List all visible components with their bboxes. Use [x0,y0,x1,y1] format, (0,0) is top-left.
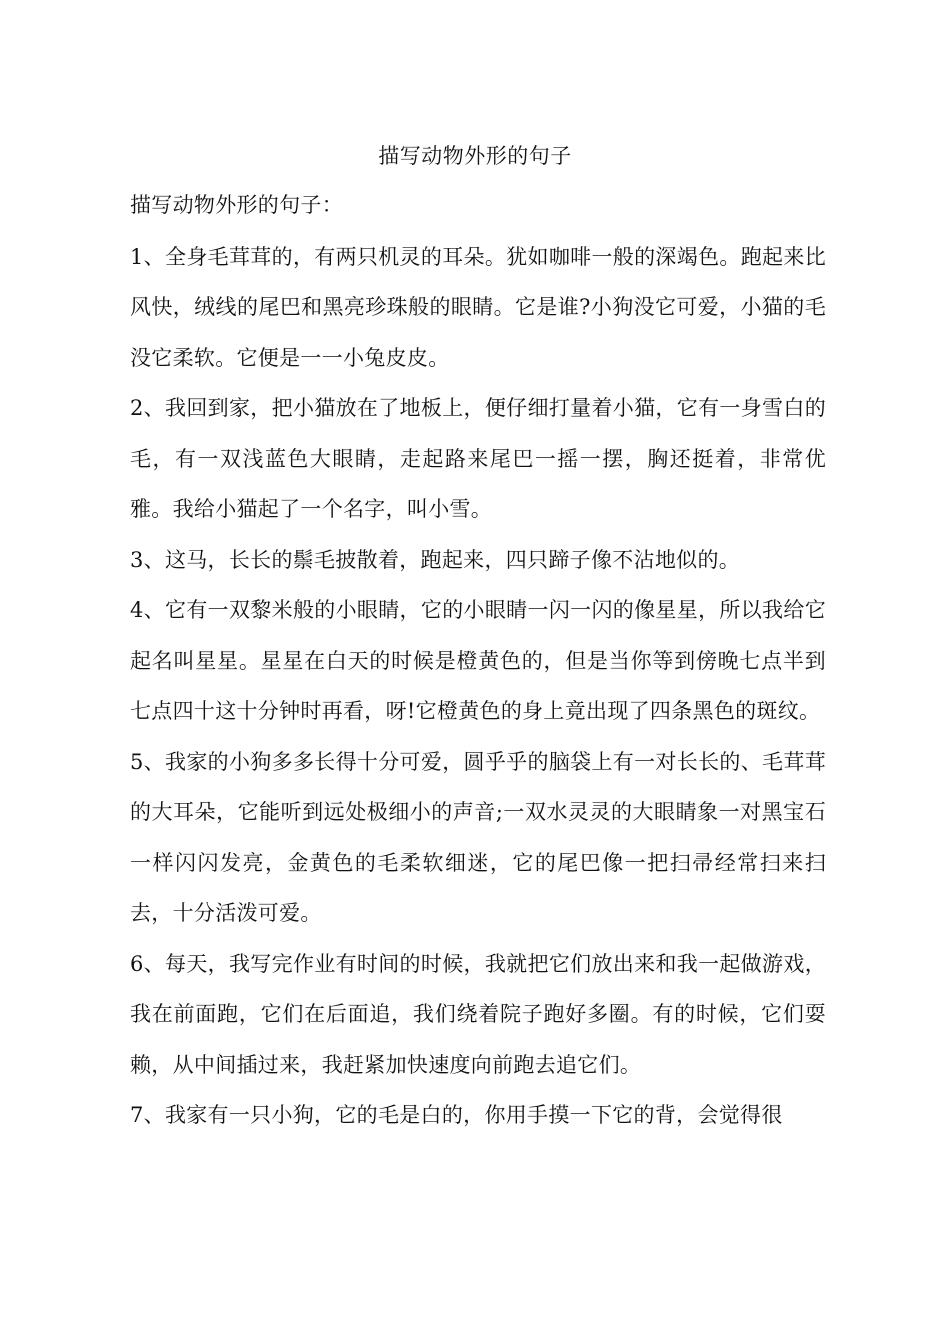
paragraph-6: 6、每天，我写完作业有时间的时候，我就把它们放出来和我一起做游戏，我在前面跑，它们在后面追，我们绕着院子跑好多圈。有的时候，它们耍赖，从中间插过来，我赶紧加快速度向前跑去追它们。 [130,951,826,1077]
paragraph-1: 1、全身毛茸茸的，有两只机灵的耳朵。犹如咖啡一般的深竭色。跑起来比风快，绒线的尾巴和黑亮珍珠般的眼睛。它是谁?小狗没它可爱，小猫的毛没它柔软。它便是一一小兔皮皮。 [130,244,826,370]
paragraph-4: 4、它有一双黎米般的小眼睛，它的小眼睛一闪一闪的像星星，所以我给它起名叫星星。星星在白天的时候是橙黄色的，但是当你等到傍晚七点半到七点四十这十分钟时再看，呀!它橙黄色的身上竟出现了四条黑色的斑纹。 [130,598,826,723]
page-title: 描写动物外形的句子 [378,144,572,168]
document-body [130,180,826,1141]
paragraph-2: 2、我回到家，把小猫放在了地板上，便仔细打量着小猫，它有一身雪白的毛，有一双浅蓝色大眼睛，走起路来尾巴一摇一摆，胸还挺着，非常优雅。我给小猫起了一个名字，叫小雪。 [130,396,826,521]
paragraph-7: 7、我家有一只小狗，它的毛是白的，你用手摸一下它的背，会觉得很 [130,1103,783,1127]
paragraph-3: 3、这马，长长的鬃毛披散着，跑起来，四只蹄子像不沾地似的。 [130,547,741,572]
paragraph-5: 5、我家的小狗多多长得十分可爱，圆乎乎的脑袋上有一对长长的、毛茸茸的大耳朵，它能听到远处极细小的声音;一双水灵灵的大眼睛象一对黑宝石一样闪闪发亮，金黄色的毛柔软细迷，它的尾巴像一把扫帚经常扫来扫去，十分活泼可爱。 [130,749,826,925]
intro-line: 描写动物外形的句子： [130,193,343,217]
